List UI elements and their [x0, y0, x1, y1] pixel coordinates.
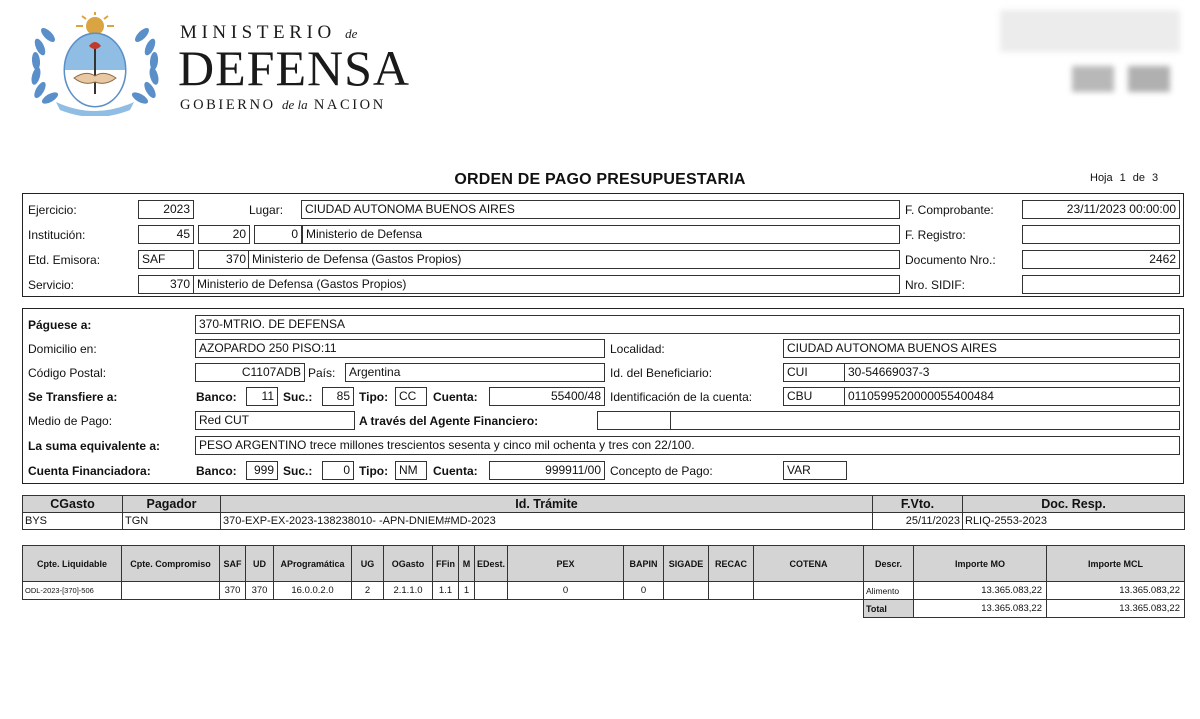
- col-header-cpte-compromiso: Cpte. Compromiso: [122, 546, 220, 582]
- suma-equivalente-label: La suma equivalente a:: [28, 439, 161, 453]
- identificacion-cuenta-type-field: CBU: [783, 387, 845, 406]
- institucion-name-field: Ministerio de Defensa: [302, 225, 900, 244]
- cell-edest: [475, 582, 508, 600]
- tramite-table: [22, 495, 1185, 530]
- agente-financiero-label: A través del Agente Financiero:: [359, 414, 539, 428]
- document-title: ORDEN DE PAGO PRESUPUESTARIA: [454, 171, 746, 188]
- table-row: [23, 513, 1185, 530]
- col-header-cpte-liquidable: Cpte. Liquidable: [23, 546, 122, 582]
- cell-id-tramite: 370-EXP-EX-2023-138238010- -APN-DNIEM#MD-2023: [221, 513, 873, 530]
- cf-banco-label: Banco:: [196, 464, 237, 478]
- sheet-indicator: [1090, 172, 1165, 184]
- cell-cpte-compromiso: [122, 582, 220, 600]
- cell-ffin: 1.1: [433, 582, 459, 600]
- cell-importe-mcl: 13.365.083,22: [1047, 582, 1185, 600]
- lugar-field: CIUDAD AUTONOMA BUENOS AIRES: [301, 200, 900, 219]
- col-header-cotena: COTENA: [754, 546, 864, 582]
- cf-tipo-label: Tipo:: [359, 464, 389, 478]
- institucion-field-2: 20: [198, 225, 250, 244]
- institucion-field-1: 45: [138, 225, 194, 244]
- localidad-field: CIUDAD AUTONOMA BUENOS AIRES: [783, 339, 1180, 358]
- cell-doc-resp: RLIQ-2553-2023: [963, 513, 1185, 530]
- col-header-doc-resp: Doc. Resp.: [963, 496, 1185, 513]
- cf-cuenta-field: 999911/00: [489, 461, 605, 480]
- localidad-label: Localidad:: [610, 342, 665, 356]
- cell-ug: 2: [352, 582, 384, 600]
- tipo-label: Tipo:: [359, 390, 389, 404]
- ejercicio-field: 2023: [138, 200, 194, 219]
- col-header-id-tramite: Id. Trámite: [221, 496, 873, 513]
- total-label: Total: [864, 600, 914, 618]
- col-header-recac: RECAC: [709, 546, 754, 582]
- banco-label: Banco:: [196, 390, 237, 404]
- cell-pagador: TGN: [123, 513, 221, 530]
- table-row: [23, 582, 1185, 600]
- sheet-of-label: de: [1132, 172, 1145, 184]
- col-header-descr: Descr.: [864, 546, 914, 582]
- col-header-ffin: FFin: [433, 546, 459, 582]
- ministry-line-1-small: de: [345, 26, 358, 41]
- pais-field: Argentina: [345, 363, 605, 382]
- ministry-line-1: MINISTERIO: [180, 22, 336, 43]
- f-comprobante-field: 23/11/2023 00:00:00: [1022, 200, 1180, 219]
- cuenta-field: 55400/48: [489, 387, 605, 406]
- pais-label: País:: [308, 366, 336, 380]
- lugar-label: Lugar:: [249, 203, 284, 217]
- total-row: [23, 600, 1185, 618]
- suma-equivalente-field: PESO ARGENTINO trece millones trescientos sesenta y cinco mil ochenta y tres con 22/100.: [195, 436, 1180, 455]
- redacted-block: [1000, 10, 1180, 52]
- medio-pago-field: Red CUT: [195, 411, 355, 430]
- ejercicio-label: Ejercicio:: [28, 203, 77, 217]
- cell-importe-mo: 13.365.083,22: [914, 582, 1047, 600]
- col-header-ud: UD: [246, 546, 274, 582]
- col-header-pex: PEX: [508, 546, 624, 582]
- col-header-ogasto: OGasto: [384, 546, 433, 582]
- ministry-logo-text: [180, 22, 440, 115]
- cell-ogasto: 2.1.1.0: [384, 582, 433, 600]
- cell-sigade: [664, 582, 709, 600]
- col-header-sigade: SIGADE: [664, 546, 709, 582]
- sheet-total: 3: [1152, 172, 1159, 184]
- col-header-f-vto: F.Vto.: [873, 496, 963, 513]
- cell-descr: Alimento: [864, 582, 914, 600]
- agente-financiero-field-2: [670, 411, 1180, 430]
- agente-financiero-field-1: [597, 411, 671, 430]
- sheet-label: Hoja: [1090, 172, 1113, 184]
- detail-header-row: [23, 546, 1185, 582]
- servicio-label: Servicio:: [28, 278, 75, 292]
- cell-cgasto: BYS: [23, 513, 123, 530]
- ministry-line-3a: GOBIERNO: [180, 97, 276, 113]
- ministry-line-3-small: de la: [281, 97, 308, 112]
- servicio-name-field: Ministerio de Defensa (Gastos Propios): [193, 275, 900, 294]
- sheet-current: 1: [1119, 172, 1126, 184]
- col-header-importe-mcl: Importe MCL: [1047, 546, 1185, 582]
- col-header-importe-mo: Importe MO: [914, 546, 1047, 582]
- id-beneficiario-type-field: CUI: [783, 363, 845, 382]
- col-header-cgasto: CGasto: [23, 496, 123, 513]
- f-comprobante-label: F. Comprobante:: [905, 203, 994, 217]
- institucion-field-3: 0: [254, 225, 302, 244]
- concepto-pago-field: VAR: [783, 461, 847, 480]
- col-header-ug: UG: [352, 546, 384, 582]
- concepto-pago-label: Concepto de Pago:: [610, 464, 713, 478]
- cf-sucursal-label: Suc.:: [283, 464, 313, 478]
- col-header-aprogramatica: AProgramática: [274, 546, 352, 582]
- codigo-postal-label: Código Postal:: [28, 366, 107, 380]
- total-spacer: [23, 600, 864, 618]
- domicilio-label: Domicilio en:: [28, 342, 97, 356]
- tipo-field: CC: [395, 387, 427, 406]
- cf-cuenta-label: Cuenta:: [433, 464, 478, 478]
- f-registro-label: F. Registro:: [905, 228, 966, 242]
- col-header-m: M: [459, 546, 475, 582]
- cuenta-label: Cuenta:: [433, 390, 478, 404]
- detail-table: [22, 545, 1185, 618]
- cuenta-financiadora-label: Cuenta Financiadora:: [28, 464, 151, 478]
- documento-nro-field: 2462: [1022, 250, 1180, 269]
- etd-emisora-field-1: SAF: [138, 250, 194, 269]
- nro-sidif-field: [1022, 275, 1180, 294]
- etd-emisora-name-field: Ministerio de Defensa (Gastos Propios): [248, 250, 900, 269]
- sucursal-label: Suc.:: [283, 390, 313, 404]
- codigo-postal-field: C1107ADB: [195, 363, 305, 382]
- ministry-line-3b: NACION: [313, 97, 386, 113]
- argentina-coat-of-arms-seal: [26, 10, 164, 116]
- etd-emisora-label: Etd. Emisora:: [28, 253, 101, 267]
- id-beneficiario-field: 30-54669037-3: [844, 363, 1180, 382]
- etd-emisora-field-2: 370: [198, 250, 250, 269]
- col-header-pagador: Pagador: [123, 496, 221, 513]
- ministry-line-2: DEFENSA: [178, 40, 411, 96]
- cell-f-vto: 25/11/2023: [873, 513, 963, 530]
- cf-banco-field: 999: [246, 461, 278, 480]
- paguese-field: 370-MTRIO. DE DEFENSA: [195, 315, 1180, 334]
- f-registro-field: [1022, 225, 1180, 244]
- cell-pex: 0: [508, 582, 624, 600]
- tramite-header-row: [23, 496, 1185, 513]
- sucursal-field: 85: [322, 387, 354, 406]
- cf-sucursal-field: 0: [322, 461, 354, 480]
- total-importe-mo: 13.365.083,22: [914, 600, 1047, 618]
- redacted-block: [1072, 66, 1114, 92]
- col-header-saf: SAF: [220, 546, 246, 582]
- col-header-edest: EDest.: [475, 546, 508, 582]
- paguese-label: Páguese a:: [28, 318, 92, 332]
- redacted-block: [1128, 66, 1170, 92]
- servicio-field: 370: [138, 275, 194, 294]
- se-transfiere-label: Se Transfiere a:: [28, 390, 118, 404]
- domicilio-field: AZOPARDO 250 PISO:11: [195, 339, 605, 358]
- cell-cpte-liquidable: ODL-2023-[370]-506: [23, 582, 122, 600]
- cell-ud: 370: [246, 582, 274, 600]
- identificacion-cuenta-field: 0110599520000055400484: [844, 387, 1180, 406]
- medio-pago-label: Medio de Pago:: [28, 414, 113, 428]
- cell-m: 1: [459, 582, 475, 600]
- cell-bapin: 0: [624, 582, 664, 600]
- identificacion-cuenta-label: Identificación de la cuenta:: [610, 390, 753, 404]
- cell-recac: [709, 582, 754, 600]
- nro-sidif-label: Nro. SIDIF:: [905, 278, 966, 292]
- cf-tipo-field: NM: [395, 461, 427, 480]
- total-importe-mcl: 13.365.083,22: [1047, 600, 1185, 618]
- col-header-bapin: BAPIN: [624, 546, 664, 582]
- cell-saf: 370: [220, 582, 246, 600]
- cell-cotena: [754, 582, 864, 600]
- institucion-label: Institución:: [28, 228, 86, 242]
- cell-aprogramatica: 16.0.0.2.0: [274, 582, 352, 600]
- documento-nro-label: Documento Nro.:: [905, 253, 996, 267]
- banco-field: 11: [246, 387, 278, 406]
- id-beneficiario-label: Id. del Beneficiario:: [610, 366, 713, 380]
